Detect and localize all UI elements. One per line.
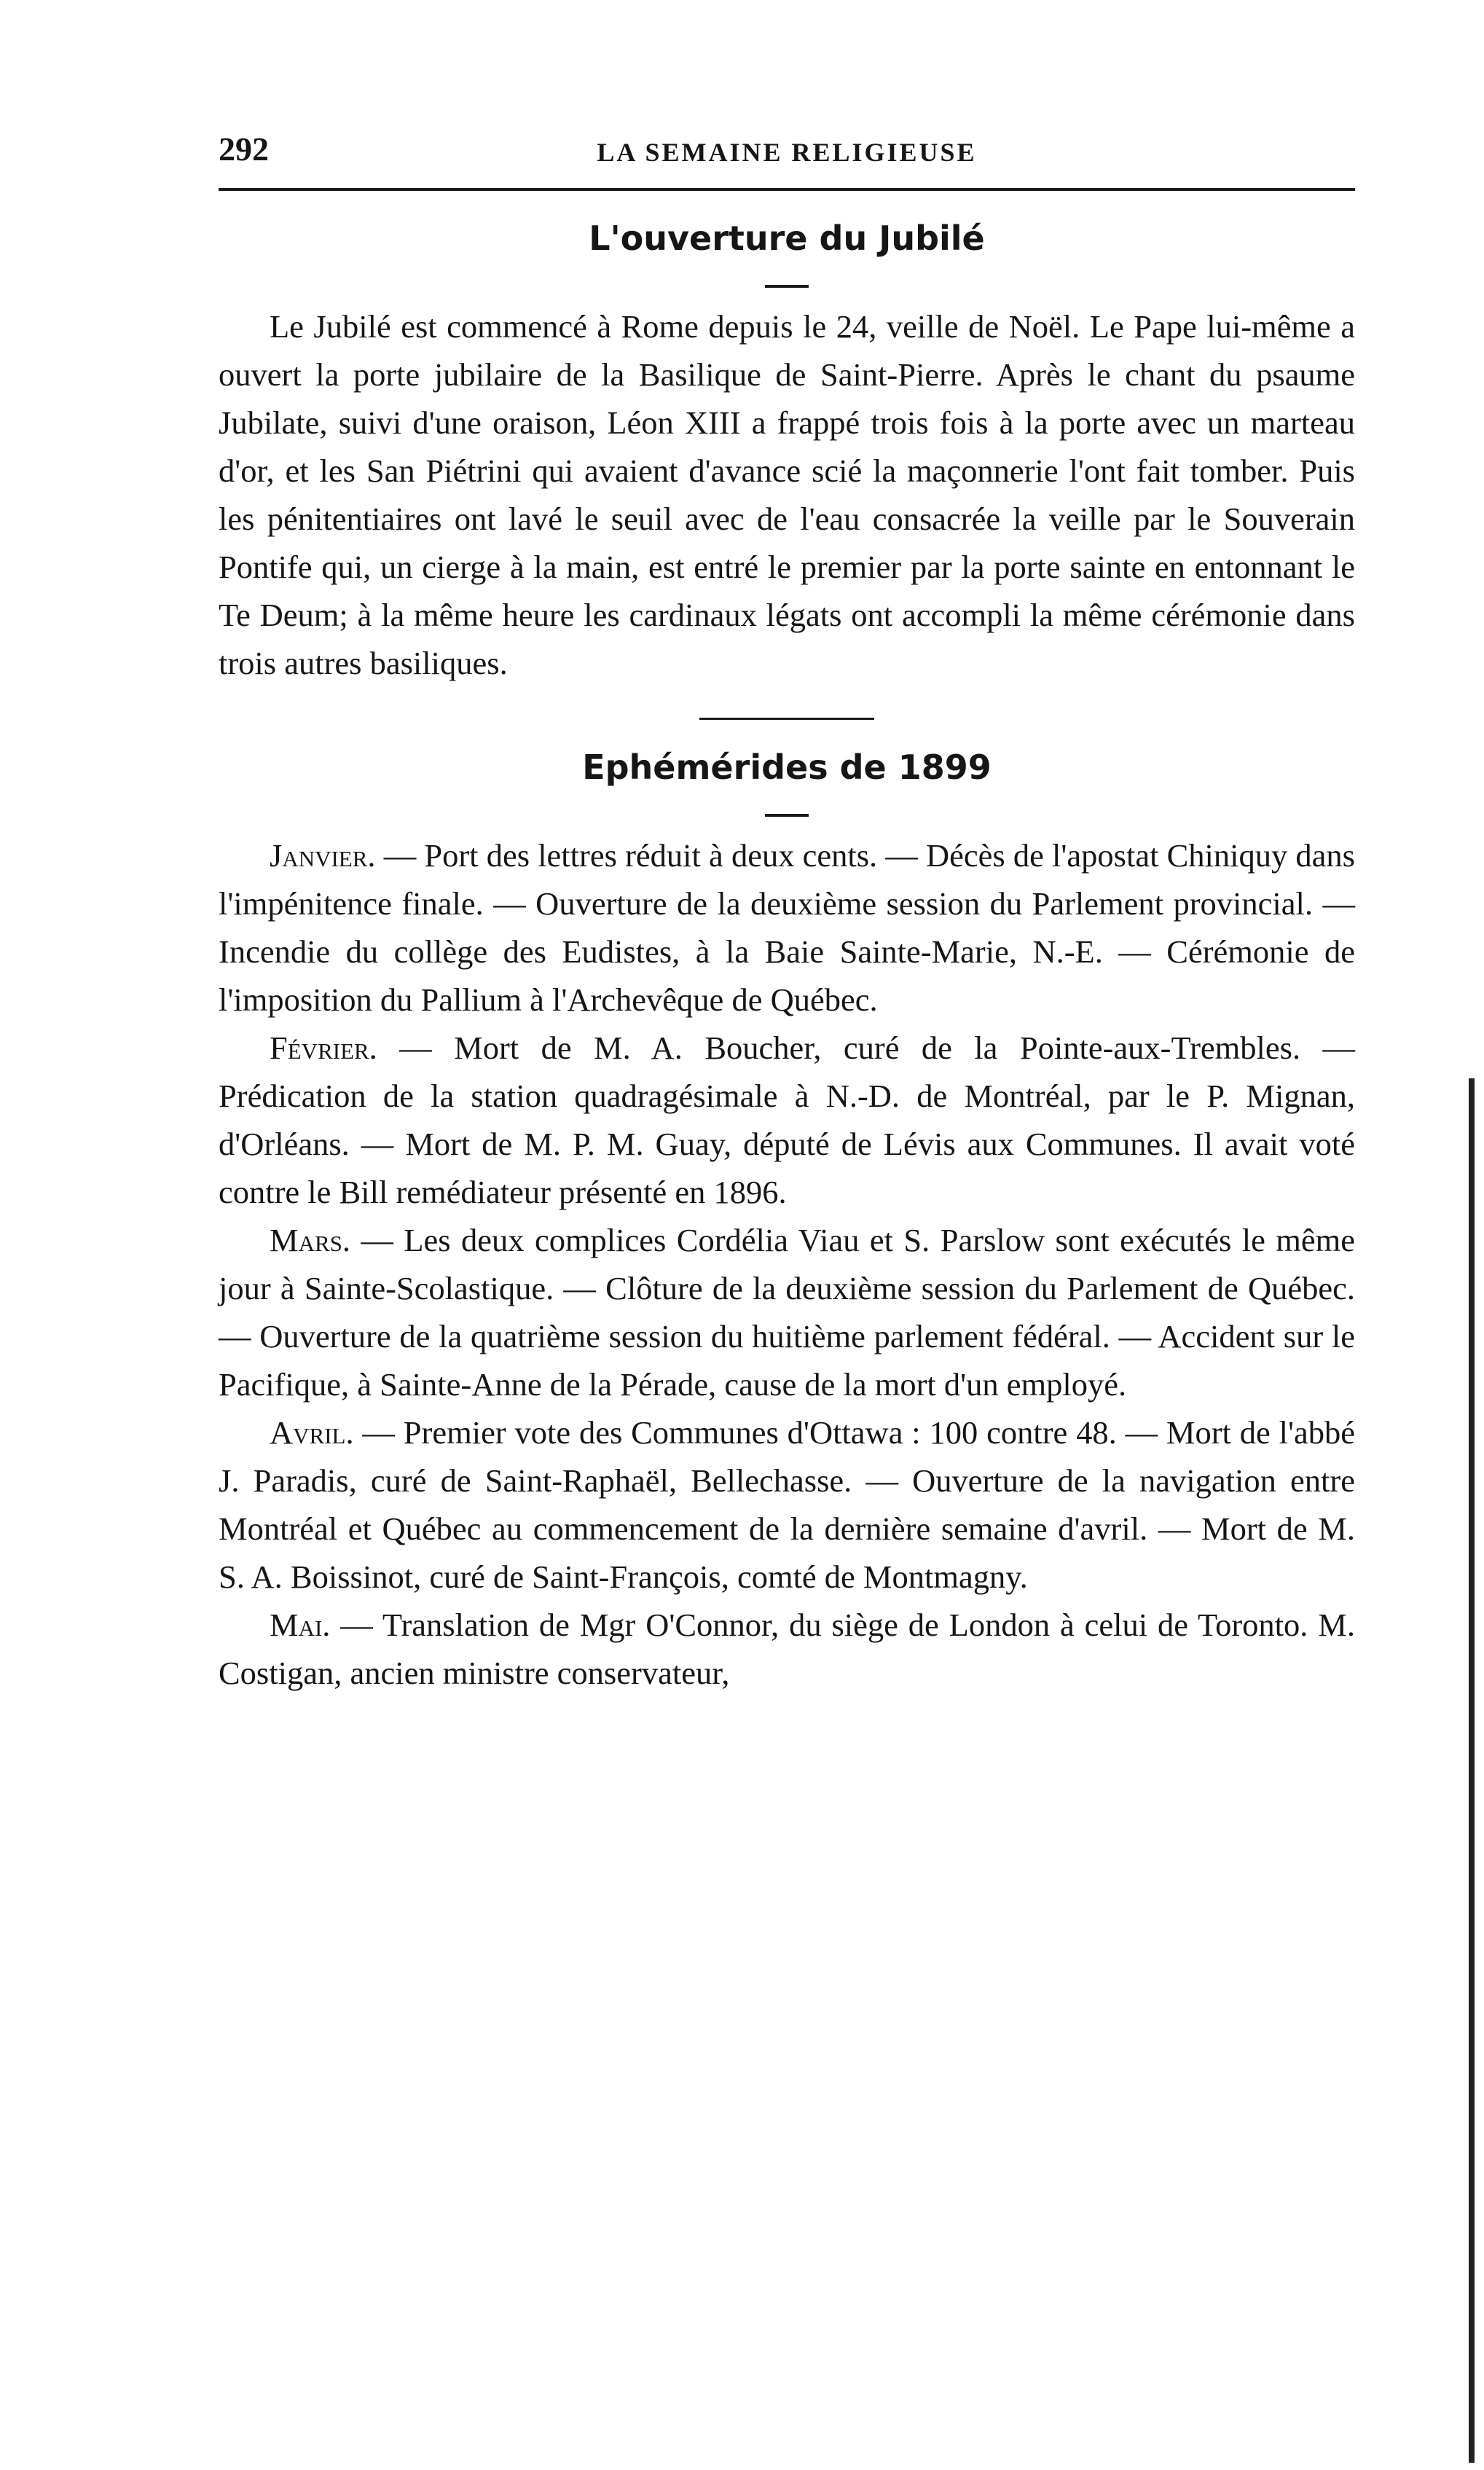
article-title-ephemerides: Ephémérides de 1899 — [582, 748, 992, 788]
article-title-jubile: L'ouverture du Jubilé — [589, 219, 985, 258]
entry-text: — Premier vote des Communes d'Ottawa : 100 contre 48. — Mort de l'abbé J. Paradis, curé de Saint-Raphaël, Bellechasse. — Ouverture de la navigation entre Montréal et Québec au commencement de la dernière semaine d'avril. — Mort de M. S. A. Boissinot, curé de Saint-François, comté de Montmagny. — [219, 1414, 1355, 1596]
running-header — [219, 109, 1355, 168]
section-divider — [699, 718, 874, 720]
journal-title: LA SEMAINE RELIGIEUSE — [597, 138, 977, 167]
ephemeris-entry-janvier — [219, 831, 1355, 1024]
title-rule — [765, 285, 809, 288]
month-label: Avril. — [270, 1414, 354, 1451]
document-page — [219, 109, 1355, 1697]
article-paragraph: Le Jubilé est commencé à Rome depuis le 24, veille de Noël. Le Pape lui-même a ouvert la porte jubilaire de la Basilique de Saint-Pierre. Après le chant du psaume Jubilate, suivi d'une oraison, Léon XIII a frappé trois fois à la porte avec un marteau d'or, et les San Piétrini qui avaient d'avance scié la maçonnerie l'ont fait tomber. Puis les pénitentiaires ont lavé le seuil avec de l'eau consacrée la veille par le Souverain Pontife qui, un cierge à la main, est entré le premier par la porte sainte en entonnant le Te Deum; à la même heure les cardinaux légats ont accompli la même cérémonie dans trois autres basiliques. — [219, 308, 1355, 682]
month-label: Mars. — [270, 1222, 350, 1259]
month-label: Février. — [270, 1030, 377, 1067]
entry-text: — Mort de M. A. Boucher, curé de la Pointe-aux-Trembles. — Prédication de la station quadragésimale à N.-D. de Montréal, par le P. Mignan, d'Orléans. — Mort de M. P. M. Guay, député de Lévis aux Communes. Il avait voté contre le Bill remédiateur présenté en 1896. — [219, 1030, 1355, 1211]
header-rule — [219, 188, 1355, 191]
scan-edge-bar — [1469, 1078, 1475, 2463]
title-rule — [765, 814, 809, 817]
entry-text: — Port des lettres réduit à deux cents. — Décès de l'apostat Chiniquy dans l'impénitence finale. — Ouverture de la deuxième session du Parlement provincial. — Incendie du collège des Eudistes, à la Baie Sainte-Marie, N.-E. — Cérémonie de l'imposition du Pallium à l'Archevêque de Québec. — [219, 837, 1355, 1019]
ephemeris-entry-avril — [219, 1408, 1355, 1601]
ephemeris-entry-mars — [219, 1216, 1355, 1408]
month-label: Mai. — [270, 1607, 331, 1644]
month-label: Janvier. — [270, 837, 376, 874]
ephemeris-entry-fevrier — [219, 1024, 1355, 1216]
ephemeris-entry-mai — [219, 1601, 1355, 1697]
page-number: 292 — [219, 130, 269, 168]
entry-text: — Translation de Mgr O'Connor, du siège de London à celui de Toronto. M. Costigan, ancien ministre conservateur, — [219, 1607, 1355, 1692]
entry-text: — Les deux complices Cordélia Viau et S. Parslow sont exécutés le même jour à Sainte-Scolastique. — Clôture de la deuxième session du Parlement de Québec. — Ouverture de la quatrième session du huitième parlement fédéral. — Accident sur le Pacifique, à Sainte-Anne de la Pérade, cause de la mort d'un employé. — [219, 1222, 1355, 1403]
